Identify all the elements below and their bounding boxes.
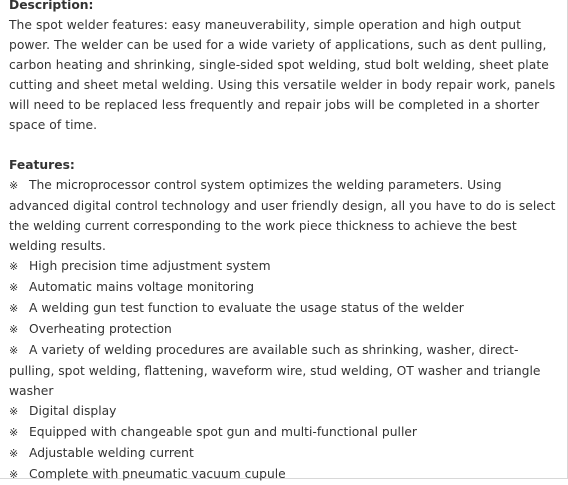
feature-item bbox=[9, 401, 561, 422]
section-spacer bbox=[9, 135, 561, 155]
reference-mark-icon: ※ bbox=[9, 344, 19, 357]
reference-mark-icon: ※ bbox=[9, 281, 19, 294]
feature-item bbox=[9, 175, 561, 256]
feature-item bbox=[9, 340, 561, 401]
reference-mark-icon: ※ bbox=[9, 179, 19, 192]
reference-mark-icon: ※ bbox=[9, 426, 19, 439]
reference-mark-icon: ※ bbox=[9, 302, 19, 315]
reference-mark-icon: ※ bbox=[9, 447, 19, 460]
reference-mark-icon: ※ bbox=[9, 260, 19, 273]
description-text: The spot welder features: easy maneuverability, simple operation and high output power. The welder can be used for a wide variety of applications, such as dent pulling, carbon heating and shrinking, single-sided spot welding, stud bolt welding, sheet plate cutting and sheet metal welding. Using this versatile welder in body repair work, panels will need to be replaced less frequently and repair jobs will be completed in a shorter space of time. bbox=[9, 18, 556, 132]
feature-text: The microprocessor control system optimizes the welding parameters. Using advanced digital control technology and user friendly design, all you have to do is select the welding current corresponding to the work piece thickness to achieve the best welding results. bbox=[9, 178, 556, 253]
feature-item bbox=[9, 277, 561, 298]
feature-item bbox=[9, 319, 561, 340]
feature-text: Adjustable welding current bbox=[29, 446, 194, 460]
feature-text: Automatic mains voltage monitoring bbox=[29, 280, 254, 294]
features-heading: Features: bbox=[9, 158, 75, 172]
feature-text: Complete with pneumatic vacuum cupule bbox=[29, 467, 286, 481]
features-list bbox=[9, 175, 561, 485]
feature-item bbox=[9, 464, 561, 485]
feature-text: A welding gun test function to evaluate the usage status of the welder bbox=[29, 301, 464, 315]
feature-text: A variety of welding procedures are available such as shrinking, washer, direct-pulling, spot welding, flattening, waveform wire, stud welding, OT washer and triangle washer bbox=[9, 343, 541, 398]
feature-item bbox=[9, 256, 561, 277]
reference-mark-icon: ※ bbox=[9, 405, 19, 418]
reference-mark-icon: ※ bbox=[9, 323, 19, 336]
feature-text: Digital display bbox=[29, 404, 117, 418]
feature-text: High precision time adjustment system bbox=[29, 259, 271, 273]
reference-mark-icon: ※ bbox=[9, 468, 19, 481]
feature-text: Equipped with changeable spot gun and multi-functional puller bbox=[29, 425, 417, 439]
feature-item bbox=[9, 298, 561, 319]
feature-item bbox=[9, 422, 561, 443]
description-heading: Description: bbox=[9, 0, 94, 12]
feature-item bbox=[9, 443, 561, 464]
feature-text: Overheating protection bbox=[29, 322, 172, 336]
